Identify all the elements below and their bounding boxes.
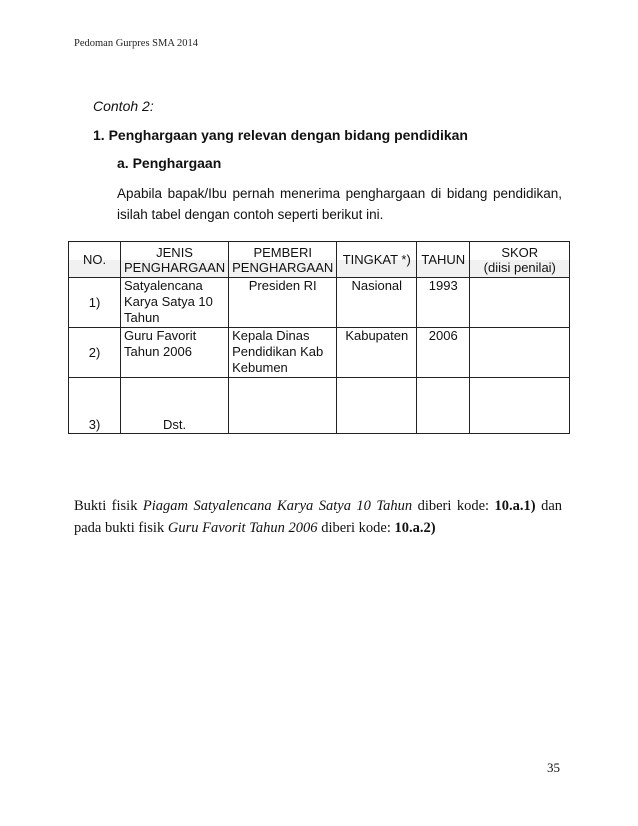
cell-no: 1) [69,278,121,328]
body-italic: Guru Favorit Tahun 2006 [167,520,318,536]
table-row [69,378,570,434]
cell-skor [470,328,570,378]
body-text: dan pada bukti fisik [74,498,562,536]
cell-tingkat: Nasional [337,278,417,328]
body-text: diberi kode: [412,498,495,514]
award-table [68,241,570,434]
cell-pemberi: Kepala Dinas Pendidikan Kab Kebumen [229,328,337,378]
table-row [69,278,570,328]
header-skor [470,242,570,278]
cell-no: 2) [69,328,121,378]
cell-tahun [417,378,470,434]
header-tahun: TAHUN [417,242,470,278]
cell-tahun: 1993 [417,278,470,328]
header-skor-note: (diisi penilai) [483,259,556,275]
cell-tahun: 2006 [417,328,470,378]
table-row [69,328,570,378]
cell-jenis: Dst. [121,378,229,434]
code-label: 10.a.1) [494,498,536,514]
cell-skor [470,278,570,328]
header-jenis: JENIS PENGHARGAAN [121,242,229,278]
code-label: 10.a.2) [394,520,436,536]
running-header: Pedoman Gurpres SMA 2014 [74,38,198,49]
evidence-paragraph [74,495,562,539]
cell-jenis: Satyalencana Karya Satya 10 Tahun [121,278,229,328]
header-pemberi: PEMBERI PENGHARGAAN [229,242,337,278]
subsection-heading: a. Penghargaan [117,155,222,171]
example-label: Contoh 2: [93,98,154,114]
page-number: 35 [547,760,560,775]
body-italic: Piagam Satyalencana Karya Satya 10 Tahun [142,498,413,514]
intro-paragraph: Apabila bapak/Ibu pernah menerima penghargaan di bidang pendidikan, isilah tabel dengan contoh seperti berikut ini. [117,186,562,222]
cell-no: 3) [69,378,121,434]
cell-pemberi [229,378,337,434]
body-text: diberi kode: [317,520,395,536]
cell-tingkat: Kabupaten [337,328,417,378]
header-tingkat: TINGKAT *) [337,242,417,278]
cell-tingkat [337,378,417,434]
header-skor-label: SKOR [501,244,539,260]
cell-jenis: Guru Favorit Tahun 2006 [121,328,229,378]
body-text: Bukti fisik [74,498,143,514]
header-no: NO. [69,242,121,278]
table-header-row [69,242,570,278]
cell-pemberi: Presiden RI [229,278,337,328]
cell-skor [470,378,570,434]
section-heading: 1. Penghargaan yang relevan dengan bidang pendidikan [93,127,468,143]
